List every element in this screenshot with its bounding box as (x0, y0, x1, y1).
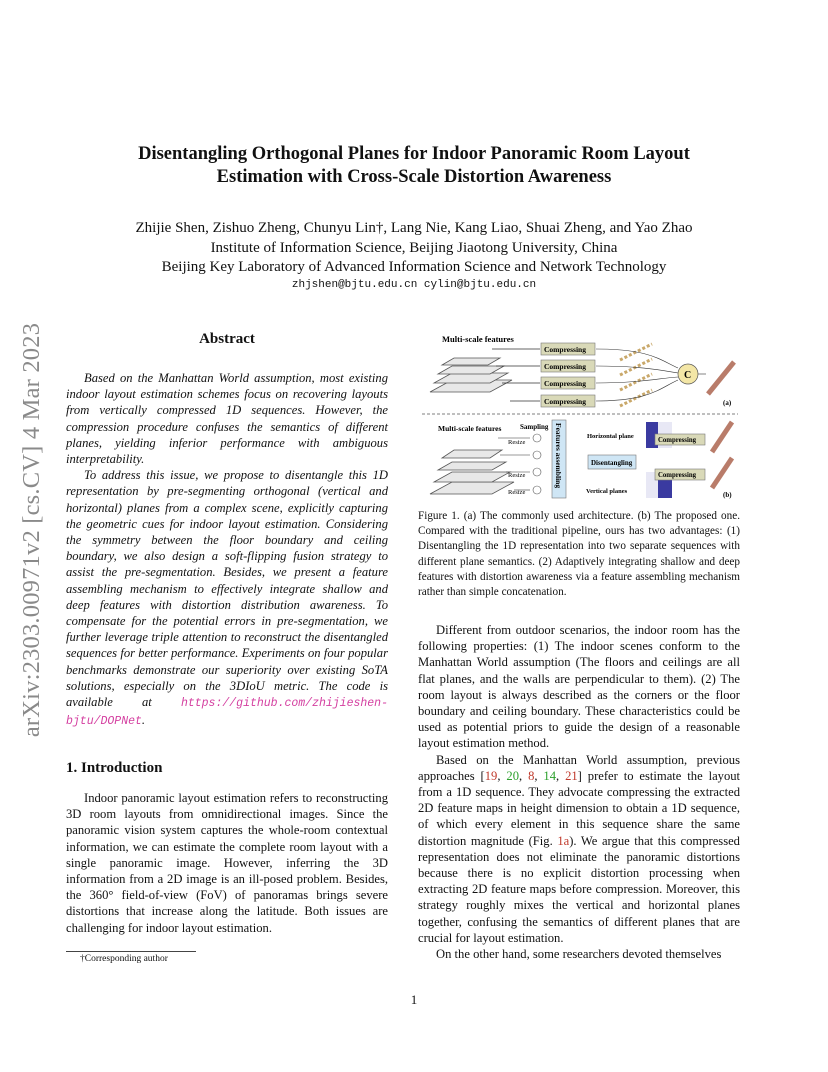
features-assembling-label: Features assembling (554, 423, 563, 489)
abstract-paragraph-2 (66, 467, 388, 730)
citation-19[interactable]: 19 (484, 768, 498, 783)
page-number: 1 (410, 992, 418, 1007)
figure-tag-a: (a) (723, 399, 732, 407)
sequence-bars-a (620, 344, 652, 406)
resize-label: Resize (508, 439, 526, 446)
right-column-body (418, 622, 740, 962)
abstract-paragraph-1: Based on the Manhattan World assumption, most existing indoor layout estimation schemes focus on recovering layouts from vertically compressed 1D sequences. However, the compression procedure confuses the semantics of different planes, yielding inferior performance with ambiguous interpretability. (66, 371, 388, 467)
right-paragraph-3: On the other hand, some researchers devoted themselves (436, 947, 722, 962)
figure-ref-1a[interactable]: 1a (557, 833, 570, 848)
section-heading-introduction: 1. Introduction (66, 760, 163, 776)
compressing-label: Compressing (658, 437, 697, 444)
multi-scale-label-a: Multi-scale features (442, 334, 514, 344)
compressing-boxes-b (655, 434, 705, 480)
arxiv-sidebar-stamp: arXiv:2303.00971v2 [cs.CV] 4 Mar 2023 (18, 322, 45, 738)
multi-scale-label-b: Multi-scale features (438, 424, 502, 433)
citation-8[interactable]: 8 (528, 768, 535, 783)
affiliation-2: Beijing Key Laboratory of Advanced Information Science and Network Technology (161, 259, 667, 275)
concat-symbol: C (684, 370, 692, 381)
introduction-body (66, 790, 388, 936)
output-sequence-horizontal (712, 422, 732, 452)
footnote: †Corresponding author (80, 954, 168, 964)
abstract-paragraph-2-text: To address this issue, we propose to disentangle this 1D representation by pre-segmenting orthogonal (vertical and horizontal) planes from a complex scene, explicitly capturing the geometric cues for indoor layout estimation. Considering the symmetry between the floor boundary and ceiling boundary, we also design a soft-flipping fusion strategy to assist the pre-segmentation. Besides, we present a feature assembling mechanism to effectively integrate shallow and deep features with distortion distribution awareness. To compensate for the potential errors in pre-segmentation, we further leverage triple attention to reconstruct the disentangled sequences for better performance. Experiments on four popular benchmarks demonstrate our superiority over existing SoTA solutions, especially on the 3DIoU metric. The code is available at (66, 468, 388, 710)
sampling-label: Sampling (520, 423, 549, 431)
author-block (60, 219, 768, 278)
output-sequence-a (708, 362, 734, 394)
compressing-label: Compressing (658, 472, 697, 479)
abstract-heading: Abstract (199, 331, 255, 347)
output-sequence-vertical (712, 458, 732, 488)
citation-21[interactable]: 21 (565, 768, 578, 783)
resize-label: Resize (508, 472, 526, 479)
title-line-2: Estimation with Cross-Scale Distortion Awareness (216, 167, 612, 187)
footnote-rule (66, 951, 196, 952)
compressing-boxes-a (541, 343, 595, 407)
abstract-body (66, 370, 388, 730)
intro-paragraph-1: Indoor panoramic layout estimation refers to reconstructing 3D room layouts from omnidirectional images. Since the panoramic vision system captures the whole-room contextual information, we can estimate the complete room layout with a single panoramic image. However, inferring the 3D information from a 2D image is an ill-posed problem. Besides, the 360° field-of-view (FoV) of panoramas brings severe distortions that increase along the latitude. Both issues are challenging for indoor layout estimation. (66, 791, 388, 935)
feature-stack-b (430, 450, 514, 494)
p2-text-c: ). We argue that this compressed representation does not eliminate the panoramic distortions because there is no explicit distortion processing when extracting 2D feature maps before compression. Moreover, this strategy roughly mixes the vertical and horizontal planes together, confusing the semantics of different planes that are crucial for layout estimation. (418, 833, 740, 945)
figure-1-caption: Figure 1. (a) The commonly used architecture. (b) The proposed one. Compared with the traditional pipeline, ours has two advantages: (1) Disentangling the 1D representation into two separate sequences with different plane semantics. (2) Adaptively integrating shallow and deep features with distortion awareness via a feature assembling mechanism rather than simple concatenation. (418, 510, 740, 599)
title-line-1: Disentangling Orthogonal Planes for Indoor Panoramic Room Layout (138, 144, 690, 164)
vertical-planes-label: Vertical planes (586, 488, 628, 495)
code-link[interactable]: https://github.com/zhijieshen-bjtu/DOPNet (66, 697, 388, 729)
right-paragraph-1: Different from outdoor scenarios, the indoor room has the following properties: (1) The indoor scenes conform to the Manhattan World assumption (The floors and ceilings are all flat planes, and the walls are perpendicular to them). (2) The room layout is always described as the corners or the floor boundary and ceiling boundary. These characteristics could be used as potential priors to guide the design of a reasonable layout estimation method. (418, 623, 740, 751)
resize-label: Resize (508, 489, 526, 496)
paper-title (60, 143, 768, 189)
compressing-label: Compressing (544, 397, 586, 406)
figure-1-diagram (420, 330, 740, 504)
compressing-label: Compressing (544, 379, 586, 388)
author-list: Zhijie Shen, Zishuo Zheng, Chunyu Lin†, Lang Nie, Kang Liao, Shuai Zheng, and Yao Zhao (135, 220, 693, 236)
p2-text-a: Based on the Manhattan World assumption, previous approaches [ (418, 752, 740, 783)
sampling-icons (533, 434, 541, 494)
disentangling-label: Disentangling (591, 459, 633, 467)
compressing-label: Compressing (544, 362, 586, 371)
citation-20[interactable]: 20 (506, 768, 519, 783)
right-paragraph-2: Based on the Manhattan World assumption, previous approaches [19, 20, 8, 14, 21] prefer to estimate the layout from a 1D sequence. They advocate compressing the extracted 2D feature maps in height dimension to obtain a 1D sequence, of which every element in this sequence share the same distortion magnitude (Fig. 1a). We argue that this compressed representation does not eliminate the panoramic distortions because there is no explicit distortion processing when extracting 2D feature maps before compression. Moreover, this strategy roughly mixes the vertical and horizontal planes together, confusing the semantics of different planes that are crucial for layout estimation. (418, 752, 741, 945)
horizontal-plane-label: Horizontal plane (587, 433, 634, 440)
plane-maps (646, 422, 672, 498)
feature-stack-a (430, 358, 512, 392)
figure-tag-b: (b) (723, 491, 732, 499)
author-emails: zhjshen@bjtu.edu.cn cylin@bjtu.edu.cn (291, 279, 537, 291)
affiliation-1: Institute of Information Science, Beijing Jiaotong University, China (210, 239, 618, 256)
citation-14[interactable]: 14 (543, 768, 557, 783)
compressing-label: Compressing (544, 345, 586, 354)
abstract-end-punct: . (141, 713, 146, 728)
p2-text-b: ] prefer to estimate the layout from a 1D sequence. They advocate compressing the extracted 2D feature maps in height dimension to obtain a 1D sequence, of which every element in this sequence share the same distortion magnitude (Fig. (418, 768, 741, 848)
